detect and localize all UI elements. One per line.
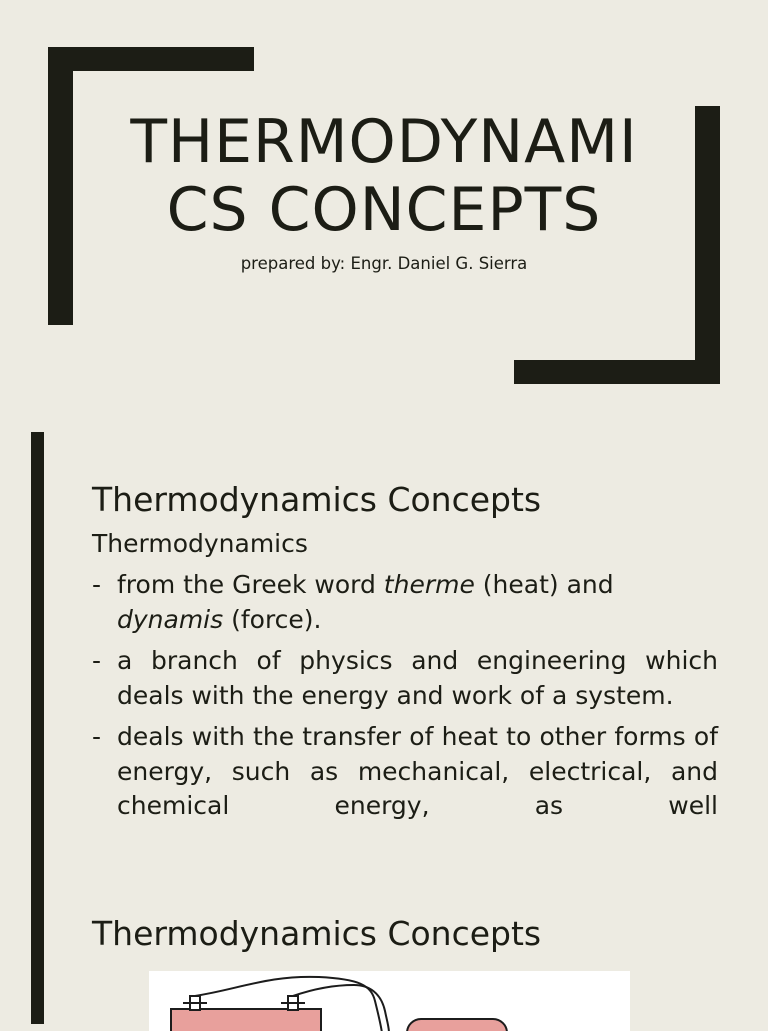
term-heading: Thermodynamics bbox=[92, 529, 308, 558]
bullet-text: (heat) and bbox=[474, 570, 614, 599]
content-slide-definition bbox=[0, 432, 768, 864]
presentation-author: prepared by: Engr. Daniel G. Sierra bbox=[240, 254, 528, 273]
frame-bracket-bottom-right bbox=[514, 360, 720, 384]
presentation-title: THERMODYNAMICS CONCEPTS bbox=[130, 107, 638, 245]
bullet-text: a branch of physics and engineering which deals with the energy and work of a system. bbox=[117, 646, 718, 710]
slide-heading: Thermodynamics Concepts bbox=[92, 914, 542, 953]
content-slide-diagram bbox=[0, 864, 768, 1024]
slide-accent-bar bbox=[31, 432, 44, 864]
system-diagram-image bbox=[149, 971, 630, 1031]
bullet-dash: - bbox=[92, 722, 102, 751]
definition-list bbox=[92, 568, 718, 831]
battery-heater-diagram-icon bbox=[149, 971, 630, 1031]
bullet-item bbox=[92, 720, 718, 824]
bullet-text: (force). bbox=[223, 604, 322, 634]
bullet-text: deals with the transfer of heat to other forms of energy, such as mechanical, electrical, and chemical energy, as well bbox=[117, 722, 718, 820]
bullet-text: from the Greek word bbox=[117, 570, 384, 599]
slide-heading: Thermodynamics Concepts bbox=[92, 480, 542, 519]
frame-bracket-top-left bbox=[48, 47, 254, 71]
bullet-item bbox=[92, 568, 718, 637]
frame-bracket-bottom-right-vertical bbox=[695, 106, 720, 384]
bullet-item bbox=[92, 644, 718, 713]
greek-word-dynamis: dynamis bbox=[117, 604, 224, 634]
bullet-dash: - bbox=[92, 646, 102, 675]
title-slide bbox=[0, 0, 768, 432]
bullet-dash: - bbox=[92, 570, 102, 599]
slide-accent-bar bbox=[31, 864, 44, 1024]
frame-bracket-top-left-vertical bbox=[48, 47, 73, 325]
greek-word-therme: therme bbox=[383, 570, 475, 599]
